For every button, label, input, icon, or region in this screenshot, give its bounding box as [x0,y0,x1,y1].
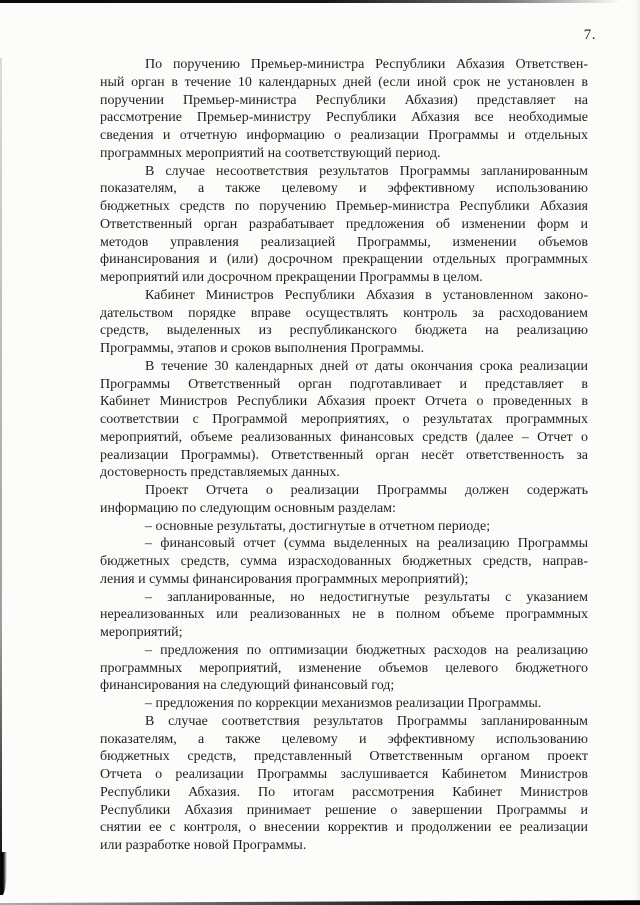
text-line: – предложения по оптимизации бюджетных расходов на реализацию [145,642,588,658]
paragraph [100,518,588,536]
paragraph [100,535,588,588]
text-line: бюджетных средств, сумма израсходованных бюджетных средств, направ- [100,554,588,569]
paragraph [100,163,588,287]
text-line: бюджетных средств, представленный Ответственным органом проект [100,749,588,765]
text-line: – предложения по коррекции механизмов реализации Программы. [145,696,542,711]
text-line: показателям, а также целевому и эффективному использованию [100,181,588,197]
scan-artifact-right-edge [634,0,640,905]
page-number: 7. [583,27,596,43]
text-line: ный орган в течение 10 календарных дней (если иной срок не установлен в [100,74,588,90]
text-line: методов управления реализацией Программы, изменении объемов [100,234,588,250]
paragraph [100,713,588,855]
text-line: ления и суммы финансирования программных мероприятий); [100,571,469,587]
text-line: поручении Премьер-министра Республики Абхазия) представляет на [100,92,588,108]
text-line: Проект Отчета о реализации Программы должен содержать [145,483,588,498]
text-line: мероприятий, объеме реализованных финансовых средств (далее – Отчет о [100,429,588,445]
text-line: бюджетных средств по поручению Премьер-министра Республики Абхазия [100,199,588,214]
text-line: показателям, а также целевому и эффективному использованию [100,731,588,747]
text-line: В случае несоответствия результатов Программы запланированным [145,163,588,179]
text-line: В случае соответствия результатов Программы запланированным [145,713,588,729]
text-line: достоверность представляемых данных. [100,465,340,481]
text-line: средств, выделенных из республиканского бюджета на реализацию [100,323,588,339]
text-line: сведения и отчетную информацию о реализации Программы и отдельных [100,128,588,143]
text-line: Программы, этапов и сроков выполнения Программы. [100,341,425,356]
text-line: финансирования и (или) досрочном прекращении отдельных программных [100,252,588,268]
text-line: или разработке новой Программы. [100,838,307,853]
text-line: Программы Ответственный орган подготавливает и представляет в [100,376,588,392]
scan-artifact-left-edge-wedge [0,852,7,895]
text-line: – основные результаты, достигнутые в отчетном периоде; [145,518,491,534]
text-line: Кабинет Министров Республики Абхазия проект Отчета о проведенных в [100,394,588,410]
text-line: Республики Абхазия. По итогам рассмотрения Кабинет Министров [100,784,588,800]
text-line: Отчета о реализации Программы заслушивается Кабинетом Министров [100,767,588,782]
text-line: нереализованных или реализованных не в полном объеме программных [100,607,588,623]
paragraph [100,642,588,695]
text-line: финансирования на следующий финансовый год; [100,678,395,694]
paragraph [100,695,588,713]
text-line: Республики Абхазия принимает решение о завершении Программы и [100,802,588,818]
text-line: По поручению Премьер-министра Республики Абхазия Ответствен- [145,57,588,72]
text-line: мероприятий; [100,625,183,640]
scan-artifact-top-edge [0,0,640,3]
text-line: дательством порядке вправе осуществлять контроль за расходованием [100,305,588,321]
text-line: мероприятий или досрочном прекращении Программы в целом. [100,270,483,285]
paragraph [100,358,588,482]
text-line: В течение 30 календарных дней от даты окончания срока реализации [145,358,588,374]
text-line: программных мероприятий на соответствующий период. [100,145,441,161]
paragraph [100,287,588,358]
text-line: Кабинет Министров Республики Абхазия в установленном законо- [145,287,588,303]
paragraph [100,56,588,163]
text-line: снятии ее с контроля, о внесении корректив и продолжении ее реализации [100,820,588,836]
text-line: – запланированные, но недостигнутые результаты с указанием [145,589,588,605]
text-block [100,56,588,855]
text-line: соответствии с Программой мероприятиях, о результатах программных [100,412,588,427]
text-line: рассмотрение Премьер-министру Республики Абхазия все необходимые [100,110,588,126]
paragraph [100,482,588,518]
text-line: информацию по следующим основным разделам: [100,500,396,516]
paragraph [100,589,588,642]
text-line: Ответственный орган разрабатывает предложения об изменении форм и [100,216,588,232]
scan-artifact-left-edge-line [0,58,2,858]
text-line: – финансовый отчет (сумма выделенных на реализацию Программы [145,536,588,552]
text-line: программных мероприятий, изменение объемов целевого бюджетного [100,660,588,676]
scan-artifact-bottom-edge [0,900,640,905]
text-line: реализации Программы). Ответственный орган несёт ответственность за [100,447,588,463]
